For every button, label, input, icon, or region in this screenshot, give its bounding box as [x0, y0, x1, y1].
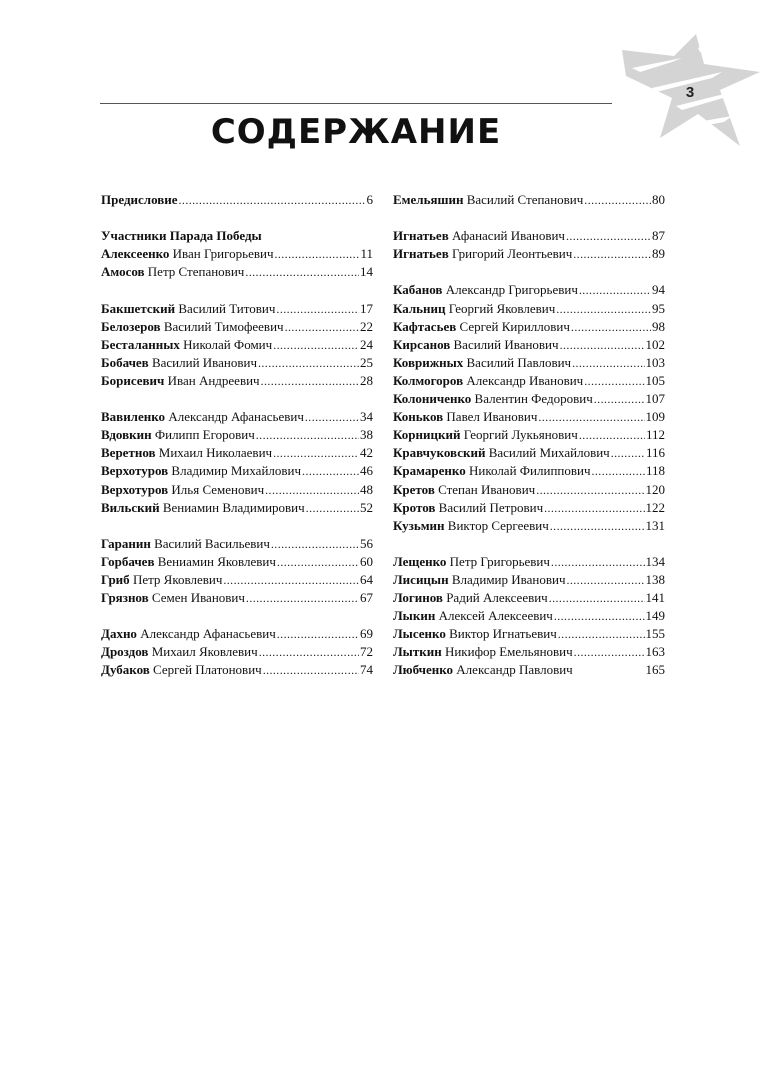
toc-entry[interactable]	[101, 625, 373, 643]
given-names: Василий Михайлович	[488, 445, 610, 461]
leader-dots	[245, 263, 359, 281]
toc-page-number: 38	[360, 427, 373, 443]
toc-entry[interactable]	[101, 426, 373, 444]
surname: Логинов	[393, 590, 443, 606]
leader-dots	[273, 444, 359, 462]
leader-dots	[261, 372, 359, 390]
header-rule	[100, 103, 612, 104]
surname: Дахно	[101, 626, 137, 642]
toc-entry-name	[393, 553, 550, 571]
surname: Вавиленко	[101, 409, 166, 425]
page-title: СОДЕРЖАНИЕ	[210, 112, 502, 152]
toc-entry-name	[101, 444, 272, 462]
toc-page-number: 60	[360, 553, 373, 569]
toc-entry-name	[101, 408, 304, 426]
surname: Коврижных	[393, 354, 464, 370]
surname: Бакшетский	[101, 300, 176, 316]
toc-entry[interactable]	[101, 589, 373, 607]
leader-dots	[572, 354, 644, 372]
toc-page-number: 122	[645, 499, 665, 515]
leader-dots	[276, 300, 359, 318]
toc-entry-name	[393, 499, 543, 517]
given-names: Петр Яковлевич	[132, 571, 223, 587]
toc-page-number: 107	[645, 391, 665, 407]
toc-page-number: 22	[360, 318, 373, 334]
surname: Кретов	[393, 481, 435, 497]
toc-page-number: 112	[645, 427, 665, 443]
leader-dots	[573, 245, 651, 263]
toc-page-number: 89	[652, 246, 665, 262]
toc-page-number: 74	[360, 662, 373, 678]
surname: Дубаков	[101, 662, 150, 678]
leader-dots	[571, 318, 651, 336]
surname: Дроздов	[101, 644, 149, 660]
toc-entry-name	[101, 625, 276, 643]
surname: Горбачев	[101, 553, 155, 569]
given-names: Семен Иванович	[151, 590, 245, 606]
leader-dots	[550, 517, 645, 535]
toc-page-number: 141	[645, 590, 665, 606]
given-names: Николай Филиппович	[468, 463, 591, 479]
surname: Кирсанов	[393, 336, 451, 352]
leader-dots	[554, 607, 645, 625]
toc-group	[393, 281, 665, 534]
leader-dots	[274, 245, 359, 263]
surname: Алексеенко	[101, 246, 170, 262]
toc-entry[interactable]	[393, 589, 665, 607]
given-names: Василий Титович	[178, 300, 276, 316]
toc-entry-name	[101, 336, 272, 354]
toc-entry[interactable]	[393, 481, 665, 499]
leader-dots	[302, 462, 359, 480]
toc-entry-name	[101, 643, 258, 661]
toc-entry-name	[101, 499, 305, 517]
toc-entry-name	[393, 336, 559, 354]
surname: Веретнов	[101, 445, 156, 461]
toc-entry-name	[393, 643, 573, 661]
toc-page-number: 149	[645, 608, 665, 624]
leader-dots	[560, 336, 645, 354]
toc-page-number: 94	[652, 282, 665, 298]
given-names: Василий Иванович	[453, 336, 559, 352]
toc-left-column	[101, 191, 373, 698]
given-names: Владимир Иванович	[451, 571, 566, 587]
toc-page-number: 6	[366, 192, 373, 207]
surname: Лисицын	[393, 571, 449, 587]
toc-entry-name	[393, 191, 583, 209]
toc-entry[interactable]	[393, 336, 665, 354]
given-names: Александр Иванович	[466, 372, 584, 388]
toc-group	[393, 191, 665, 209]
surname: Любченко	[393, 662, 454, 678]
surname: Крамаренко	[393, 463, 466, 479]
toc-entry-name	[101, 571, 222, 589]
toc-entry-name	[393, 281, 578, 299]
toc-page-number: 28	[360, 372, 373, 388]
given-names: Виктор Игнатьевич	[449, 626, 557, 642]
toc-entry[interactable]	[393, 281, 665, 299]
given-names: Вениамин Владимирович	[162, 499, 305, 515]
toc-entry-name	[393, 625, 557, 643]
toc-entry[interactable]	[393, 300, 665, 318]
toc-entry[interactable]	[393, 245, 665, 263]
toc-page-number: 80	[652, 192, 665, 207]
toc-entry[interactable]	[101, 481, 373, 499]
leader-dots	[265, 481, 359, 499]
given-names: Владимир Михайлович	[171, 463, 302, 479]
given-names: Александр Афанасьевич	[140, 626, 276, 642]
toc-entry[interactable]	[393, 191, 665, 209]
surname: Кафтасьев	[393, 318, 457, 334]
toc-entry[interactable]	[101, 300, 373, 318]
toc-entry[interactable]	[101, 336, 373, 354]
surname: Игнатьев	[393, 246, 449, 262]
toc-entry[interactable]	[101, 372, 373, 390]
surname: Лещенко	[393, 553, 447, 569]
toc-entry[interactable]	[393, 643, 665, 661]
toc-entry[interactable]	[393, 571, 665, 589]
surname: Вильский	[101, 499, 160, 515]
toc-entry[interactable]	[393, 372, 665, 390]
surname: Коньков	[393, 409, 444, 425]
toc-entry[interactable]	[393, 607, 665, 625]
toc-page-number: 98	[652, 318, 665, 334]
toc-entry[interactable]	[393, 553, 665, 571]
leader-dots	[271, 535, 359, 553]
leader-dots	[558, 625, 645, 643]
toc-entry-name	[393, 372, 583, 390]
toc-entry[interactable]	[393, 408, 665, 426]
leader-dots	[538, 408, 644, 426]
toc-entry[interactable]	[101, 553, 373, 571]
toc-page-number: 67	[360, 590, 373, 606]
leader-dots	[566, 571, 644, 589]
toc-right-column	[393, 191, 665, 698]
toc-entry-name	[101, 426, 255, 444]
toc-entry[interactable]	[101, 661, 373, 679]
surname: Колмогоров	[393, 372, 464, 388]
toc-entry-name	[101, 354, 257, 372]
toc-entry-name	[393, 661, 573, 679]
toc-entry[interactable]	[101, 263, 373, 281]
given-names: Сергей Платонович	[153, 662, 262, 678]
toc-group	[101, 408, 373, 517]
surname: Гриб	[101, 571, 130, 587]
surname: Лысенко	[393, 626, 446, 642]
toc-entry[interactable]	[101, 462, 373, 480]
toc-entry-name	[101, 372, 260, 390]
given-names: Георгий Лукьянович	[463, 427, 578, 443]
leader-dots	[179, 191, 366, 209]
given-names: Александр Павлович	[456, 662, 573, 678]
toc-page-number: 24	[360, 336, 373, 352]
toc-page-number: 42	[360, 445, 373, 461]
toc-group	[393, 553, 665, 680]
leader-dots	[566, 227, 651, 245]
toc-entry-name	[393, 481, 535, 499]
toc-entry-name	[393, 462, 591, 480]
leader-dots	[592, 462, 645, 480]
given-names: Григорий Леонтьевич	[451, 246, 573, 262]
toc-page-number: 134	[645, 553, 665, 569]
given-names: Василий Петрович	[438, 499, 544, 515]
toc-entry[interactable]	[101, 245, 373, 263]
given-names: Афанасий Иванович	[451, 228, 565, 244]
toc-page-number: 48	[360, 481, 373, 497]
toc-page-number: 165	[645, 662, 665, 678]
surname: Корницкий	[393, 427, 461, 443]
leader-dots	[579, 426, 645, 444]
given-names: Валентин Федорович	[474, 391, 593, 407]
toc-page-number: 64	[360, 571, 373, 587]
toc-entry-name	[393, 300, 555, 318]
toc-entry[interactable]	[101, 499, 373, 517]
leader-dots	[594, 390, 645, 408]
leader-dots	[584, 191, 651, 209]
given-names: Виктор Сергеевич	[447, 517, 549, 533]
given-names: Василий Иванович	[151, 354, 257, 370]
given-names: Вениамин Яковлевич	[157, 553, 276, 569]
leader-dots	[306, 499, 359, 517]
given-names: Иван Андреевич	[167, 372, 260, 388]
toc-entry[interactable]	[101, 535, 373, 553]
given-names: Александр Григорьевич	[445, 282, 578, 298]
toc-entry[interactable]	[393, 354, 665, 372]
toc-entry[interactable]	[393, 517, 665, 535]
toc-entry[interactable]	[393, 462, 665, 480]
surname: Кальниц	[393, 300, 446, 316]
toc-entry-name	[101, 535, 270, 553]
toc-entry[interactable]	[393, 318, 665, 336]
given-names: Радий Алексеевич	[446, 590, 548, 606]
given-names: Александр Афанасьевич	[168, 409, 304, 425]
leader-dots	[223, 571, 359, 589]
leader-dots	[277, 625, 359, 643]
toc-page-number: 102	[645, 336, 665, 352]
toc-entry-name	[393, 227, 565, 245]
surname: Кравчуковский	[393, 445, 486, 461]
leader-dots	[256, 426, 359, 444]
toc-page-number: 103	[645, 354, 665, 370]
toc-page-number: 25	[360, 354, 373, 370]
given-names: Василий Тимофеевич	[163, 318, 284, 334]
surname: Борисевич	[101, 372, 165, 388]
given-names: Никифор Емельянович	[444, 644, 573, 660]
toc-page-number: 95	[652, 300, 665, 316]
surname: Верхотуров	[101, 463, 169, 479]
toc-entry[interactable]	[393, 426, 665, 444]
given-names: Филипп Егорович	[154, 427, 255, 443]
given-names: Василий Васильевич	[154, 535, 270, 551]
toc-entry-name	[393, 390, 593, 408]
leader-dots	[285, 318, 359, 336]
toc-entry-name	[101, 661, 262, 679]
toc-page-number: 118	[645, 463, 665, 479]
leader-dots	[551, 553, 645, 571]
toc-entry[interactable]	[101, 444, 373, 462]
surname: Игнатьев	[393, 228, 449, 244]
toc-entry-name	[101, 481, 264, 499]
surname: Вдовкин	[101, 427, 152, 443]
toc-group	[101, 300, 373, 390]
leader-dots	[273, 336, 359, 354]
given-names: Петр Григорьевич	[449, 553, 550, 569]
toc-entry[interactable]	[393, 444, 665, 462]
toc-page-number: 34	[360, 409, 373, 425]
surname: Верхотуров	[101, 481, 169, 497]
leader-dots	[556, 300, 651, 318]
toc-page-number: 11	[360, 246, 373, 262]
toc-page-number: 155	[645, 626, 665, 642]
surname: Кротов	[393, 499, 436, 515]
toc-entry[interactable]	[101, 408, 373, 426]
section-heading: Участники Парада Победы	[101, 228, 262, 244]
toc-page-number: 46	[360, 463, 373, 479]
toc-entry-name	[101, 589, 245, 607]
leader-dots	[549, 589, 645, 607]
leader-dots	[305, 408, 359, 426]
leader-dots	[277, 553, 359, 571]
toc-entry[interactable]	[393, 390, 665, 408]
surname: Белозеров	[101, 318, 161, 334]
given-names: Михаил Николаевич	[158, 445, 273, 461]
given-names: Георгий Яковлевич	[448, 300, 556, 316]
toc-entry-name	[101, 245, 273, 263]
toc-entry-name	[393, 607, 553, 625]
surname: Колониченко	[393, 391, 472, 407]
surname: Грязнов	[101, 590, 149, 606]
surname: Гаранин	[101, 535, 151, 551]
surname: Лыкин	[393, 608, 436, 624]
toc-entry-name	[101, 553, 276, 571]
leader-dots	[536, 481, 644, 499]
toc-entry-name	[101, 263, 244, 281]
leader-dots	[544, 499, 644, 517]
given-names: Петр Степанович	[147, 264, 245, 280]
toc-page-number: 109	[645, 409, 665, 425]
page-number: 3	[685, 84, 695, 101]
leader-dots	[579, 281, 651, 299]
toc-page-number: 138	[645, 571, 665, 587]
given-names: Павел Иванович	[446, 409, 538, 425]
toc-page-number: 116	[645, 445, 665, 461]
toc-page-number: 69	[360, 626, 373, 642]
leader-dots	[259, 643, 359, 661]
toc-entry-name	[393, 318, 570, 336]
given-names: Василий Павлович	[466, 354, 572, 370]
toc-entry[interactable]	[101, 643, 373, 661]
toc-group	[101, 625, 373, 679]
toc-page-number: 52	[360, 499, 373, 515]
toc-entry[interactable]	[101, 354, 373, 372]
toc-entry[interactable]	[101, 571, 373, 589]
toc-page-number: 131	[645, 517, 665, 533]
surname: Емельяшин	[393, 192, 464, 207]
given-names: Сергей Кириллович	[459, 318, 570, 334]
toc-entry-name	[393, 408, 537, 426]
leader-dots	[258, 354, 359, 372]
toc-group	[101, 245, 373, 281]
toc-entry-name	[393, 245, 572, 263]
toc-entry-name	[393, 444, 610, 462]
surname: Лыткин	[393, 644, 442, 660]
given-names: Михаил Яковлевич	[151, 644, 258, 660]
toc-entry-label: Предисловие	[101, 192, 178, 207]
toc-entry-preface[interactable]	[101, 191, 373, 209]
given-names: Иван Григорьевич	[172, 246, 274, 262]
toc-entry[interactable]	[101, 318, 373, 336]
toc-page-number: 105	[645, 372, 665, 388]
toc-entry[interactable]	[393, 499, 665, 517]
leader-dots	[584, 372, 644, 390]
surname: Бесталанных	[101, 336, 180, 352]
given-names: Илья Семенович	[171, 481, 265, 497]
given-names: Степан Иванович	[438, 481, 536, 497]
toc-entry-name	[393, 571, 565, 589]
leader-dots	[611, 444, 645, 462]
given-names: Василий Степанович	[466, 192, 584, 207]
surname: Кузьмин	[393, 517, 445, 533]
toc-entry[interactable]	[393, 625, 665, 643]
toc-page-number: 163	[645, 644, 665, 660]
toc-entry-name	[101, 318, 284, 336]
toc-page-number: 56	[360, 535, 373, 551]
toc-entry-name	[101, 462, 301, 480]
surname: Амосов	[101, 264, 145, 280]
toc-group	[393, 227, 665, 263]
toc-page-number: 17	[360, 300, 373, 316]
surname: Кабанов	[393, 282, 443, 298]
toc-group	[101, 535, 373, 607]
toc-entry[interactable]	[393, 661, 665, 679]
toc-page-number: 87	[652, 228, 665, 244]
toc-page-number: 72	[360, 644, 373, 660]
toc-entry-name	[393, 517, 549, 535]
toc-page-number: 120	[645, 481, 665, 497]
leader-dots	[263, 661, 359, 679]
leader-dots	[574, 643, 645, 661]
toc-entry-name	[393, 426, 578, 444]
toc-entry-name	[393, 354, 571, 372]
toc-entry-name	[393, 589, 548, 607]
given-names: Николай Фомич	[183, 336, 273, 352]
toc-entry[interactable]	[393, 227, 665, 245]
leader-dots	[246, 589, 359, 607]
toc-entry-name	[101, 300, 275, 318]
toc-page-number: 14	[360, 264, 373, 280]
surname: Бобачев	[101, 354, 149, 370]
given-names: Алексей Алексеевич	[438, 608, 553, 624]
